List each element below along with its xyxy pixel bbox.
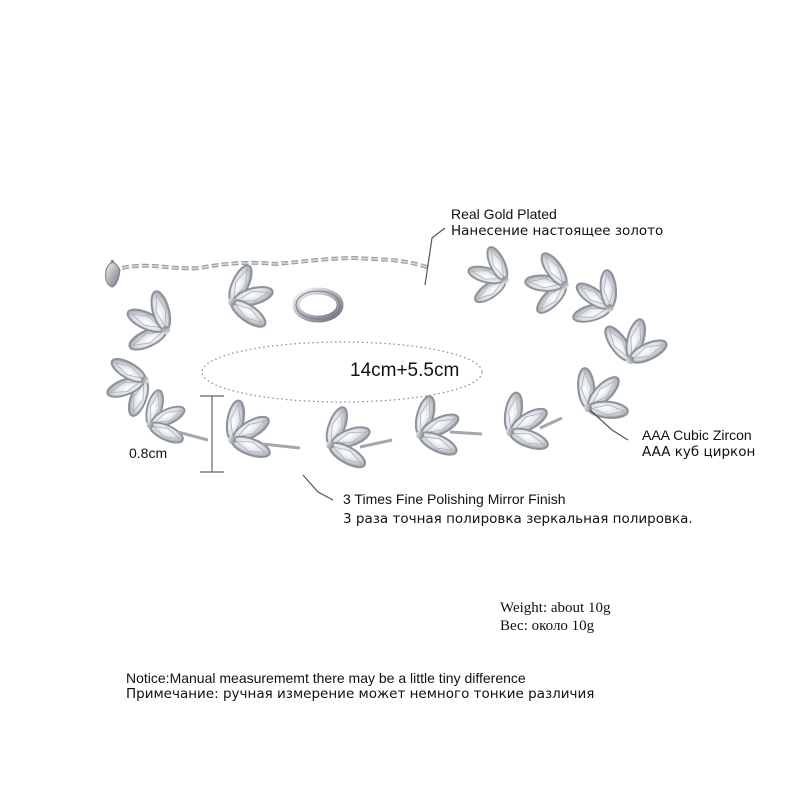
- callout-zircon-ru: AAA куб циркон: [642, 444, 756, 460]
- lobster-clasp: [296, 291, 340, 319]
- weight-ru: Вес: около 10g: [500, 618, 595, 634]
- callout-polish-ru: 3 раза точная полировка зеркальная полировка.: [343, 511, 693, 527]
- notice-ru: Примечание: ручная измерение может немного тонкие различия: [126, 686, 595, 702]
- callout-zircon-en: AAA Cubic Zircon: [642, 427, 752, 443]
- notice-en: Notice:Manual measurememt there may be a little tiny difference: [126, 670, 526, 686]
- callout-gold-ru: Нанесение настоящее золото: [451, 223, 664, 239]
- callout-gold-en: Real Gold Plated: [451, 206, 557, 222]
- callout-polish-en: 3 Times Fine Polishing Mirror Finish: [343, 491, 566, 507]
- extension-chain: [106, 258, 430, 287]
- length-label: 14cm+5.5cm: [350, 360, 460, 381]
- leaf-links: [98, 238, 677, 479]
- weight-en: Weight: about 10g: [500, 600, 611, 616]
- width-indicator: [200, 396, 224, 472]
- width-label: 0.8cm: [129, 445, 168, 461]
